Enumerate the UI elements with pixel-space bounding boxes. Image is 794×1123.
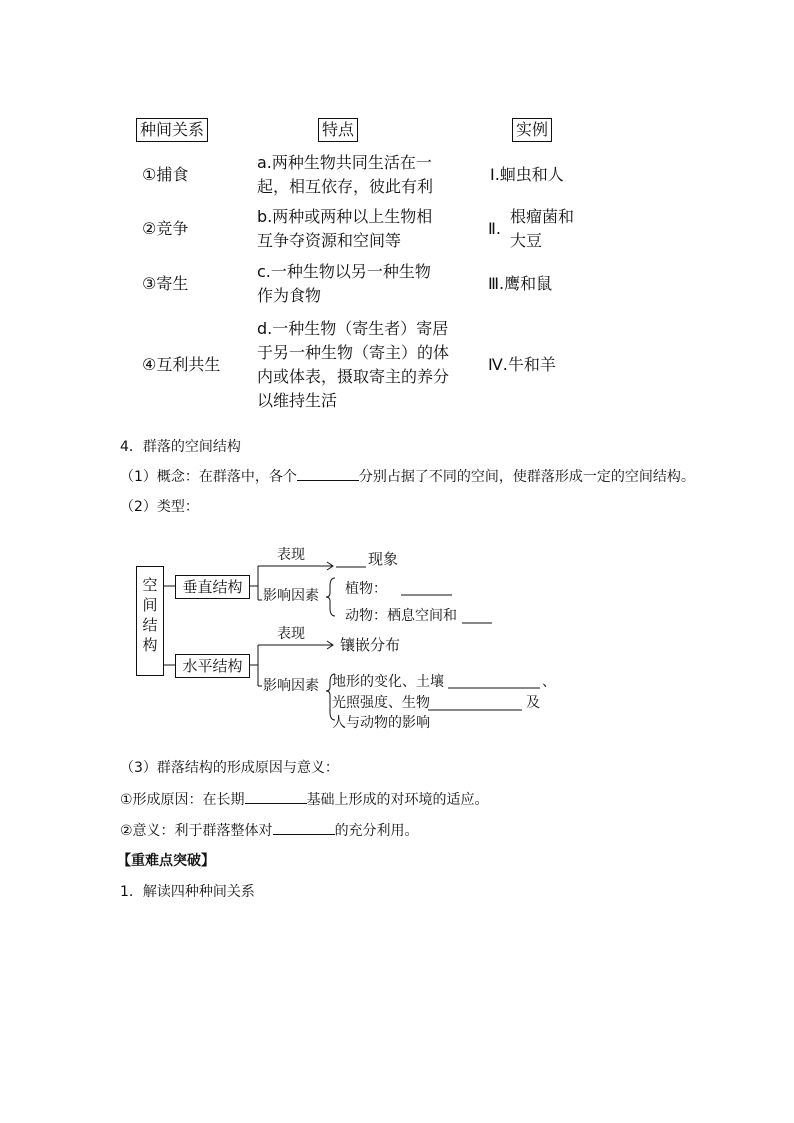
meaning-blank[interactable]	[273, 820, 335, 835]
relation-parasitism: ③寄生	[142, 274, 189, 293]
h-factor-label: 影响因素	[263, 678, 319, 694]
root-box: 空 间 结 构	[136, 566, 164, 676]
example-1: Ⅰ.蛔虫和人	[490, 165, 564, 184]
relation-mutualism: ④互利共生	[142, 355, 221, 374]
header-feature: 特点	[318, 118, 358, 142]
h-line3: 人与动物的影响	[332, 715, 430, 731]
feature-b: b.两种或两种以上生物相 互争夺资源和空间等	[257, 207, 433, 250]
concept-line: （1）概念：在群落中，各个 分别占据了不同的空间，使群落形成一定的空间结构。	[120, 466, 695, 487]
breakthrough-item1: 1．解读四种种间关系	[120, 884, 255, 900]
h-line1-end: 、	[542, 674, 556, 690]
section4-title: 4．群落的空间结构	[120, 439, 241, 455]
v-show-label: 表现	[277, 547, 305, 563]
h-line1: 地形的变化、土壤	[332, 674, 444, 690]
h-line2: 光照强度、生物	[332, 695, 430, 711]
section3-title: （3）群落结构的形成原因与意义：	[120, 760, 339, 776]
h-mosaic: 镶嵌分布	[340, 636, 401, 654]
example-2-prefix: Ⅱ.	[488, 219, 501, 238]
header-relation: 种间关系	[136, 118, 208, 142]
relation-predation: ①捕食	[142, 165, 189, 184]
h-line2-end: 及	[526, 695, 540, 711]
types-label: （2）类型：	[120, 499, 199, 515]
cause-blank[interactable]	[245, 789, 307, 804]
feature-d: d.一种生物（寄生者）寄居 于另一种生物（寄主）的体 内或体表，摄取寄主的养分 以维持生活	[257, 319, 450, 410]
relation-competition: ②竞争	[142, 219, 189, 238]
v-plant: 植物：	[345, 581, 387, 597]
cause-line: ①形成原因：在长期 基础上形成的对环境的适应。	[120, 789, 489, 810]
meaning-line: ②意义：利于群落整体对 的充分利用。	[120, 820, 419, 841]
v-phenomenon: 现象	[368, 550, 399, 568]
h-show-label: 表现	[277, 626, 305, 642]
example-4: Ⅳ.牛和羊	[488, 355, 556, 374]
header-example: 实例	[512, 118, 552, 142]
feature-c: c.一种生物以另一种生物 作为食物	[257, 262, 431, 305]
v-animal: 动物：栖息空间和	[345, 608, 457, 624]
horizontal-structure-box: 水平结构	[175, 654, 250, 678]
breakthrough-title: 【重难点突破】	[117, 853, 215, 869]
example-2: 根瘤菌和 大豆	[510, 207, 575, 250]
feature-a: a.两种生物共同生活在一 起，相互依存，彼此有利	[257, 153, 434, 196]
vertical-structure-box: 垂直结构	[175, 575, 250, 599]
v-factor-label: 影响因素	[263, 588, 319, 604]
example-3: Ⅲ.鹰和鼠	[488, 274, 553, 293]
